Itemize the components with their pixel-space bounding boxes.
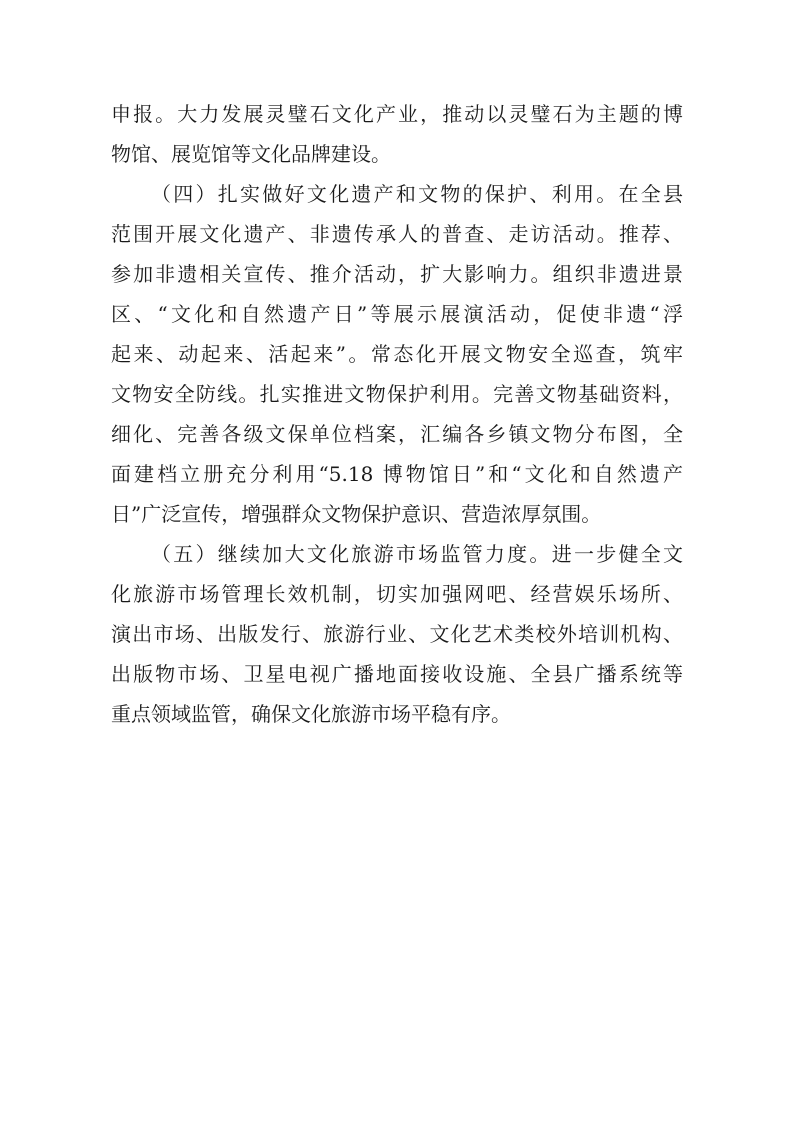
text-line: 物馆、展览馆等文化品牌建设。 — [111, 142, 391, 166]
text-line: （五）继续加大文化旅游市场监管力度。进一步健全文 — [151, 542, 683, 566]
text-line: 起来、动起来、活起来”。常态化开展文物安全巡查，筑牢 — [111, 342, 683, 366]
text-line: 细化、完善各级文保单位档案，汇编各乡镇文物分布图，全 — [111, 422, 683, 446]
text-line: 出版物市场、卫星电视广播地面接收设施、全县广播系统等 — [111, 662, 683, 686]
text-line: 面建档立册充分利用“5.18 博物馆日”和“文化和自然遗产 — [111, 462, 683, 486]
text-line: 参加非遗相关宣传、推介活动，扩大影响力。组织非遗进景 — [111, 262, 683, 286]
text-line: 文物安全防线。扎实推进文物保护利用。完善文物基础资料， — [111, 382, 683, 406]
text-line: 申报。大力发展灵璧石文化产业，推动以灵璧石为主题的博 — [111, 102, 683, 126]
text-line: 范围开展文化遗产、非遗传承人的普查、走访活动。推荐、 — [111, 222, 683, 246]
document-body — [111, 94, 683, 734]
paragraph-p0 — [111, 94, 683, 174]
paragraph-p1 — [111, 174, 683, 534]
text-line: 日”广泛宣传，增强群众文物保护意识、营造浓厚氛围。 — [111, 502, 602, 526]
paragraph-p2 — [111, 534, 683, 734]
text-line: 区、“文化和自然遗产日”等展示展演活动，促使非遗“浮 — [111, 302, 683, 326]
text-line: 演出市场、出版发行、旅游行业、文化艺术类校外培训机构、 — [111, 622, 683, 646]
text-line: 重点领域监管，确保文化旅游市场平稳有序。 — [111, 702, 511, 726]
text-line: （四）扎实做好文化遗产和文物的保护、利用。在全县 — [151, 182, 683, 206]
text-line: 化旅游市场管理长效机制，切实加强网吧、经营娱乐场所、 — [111, 582, 683, 606]
